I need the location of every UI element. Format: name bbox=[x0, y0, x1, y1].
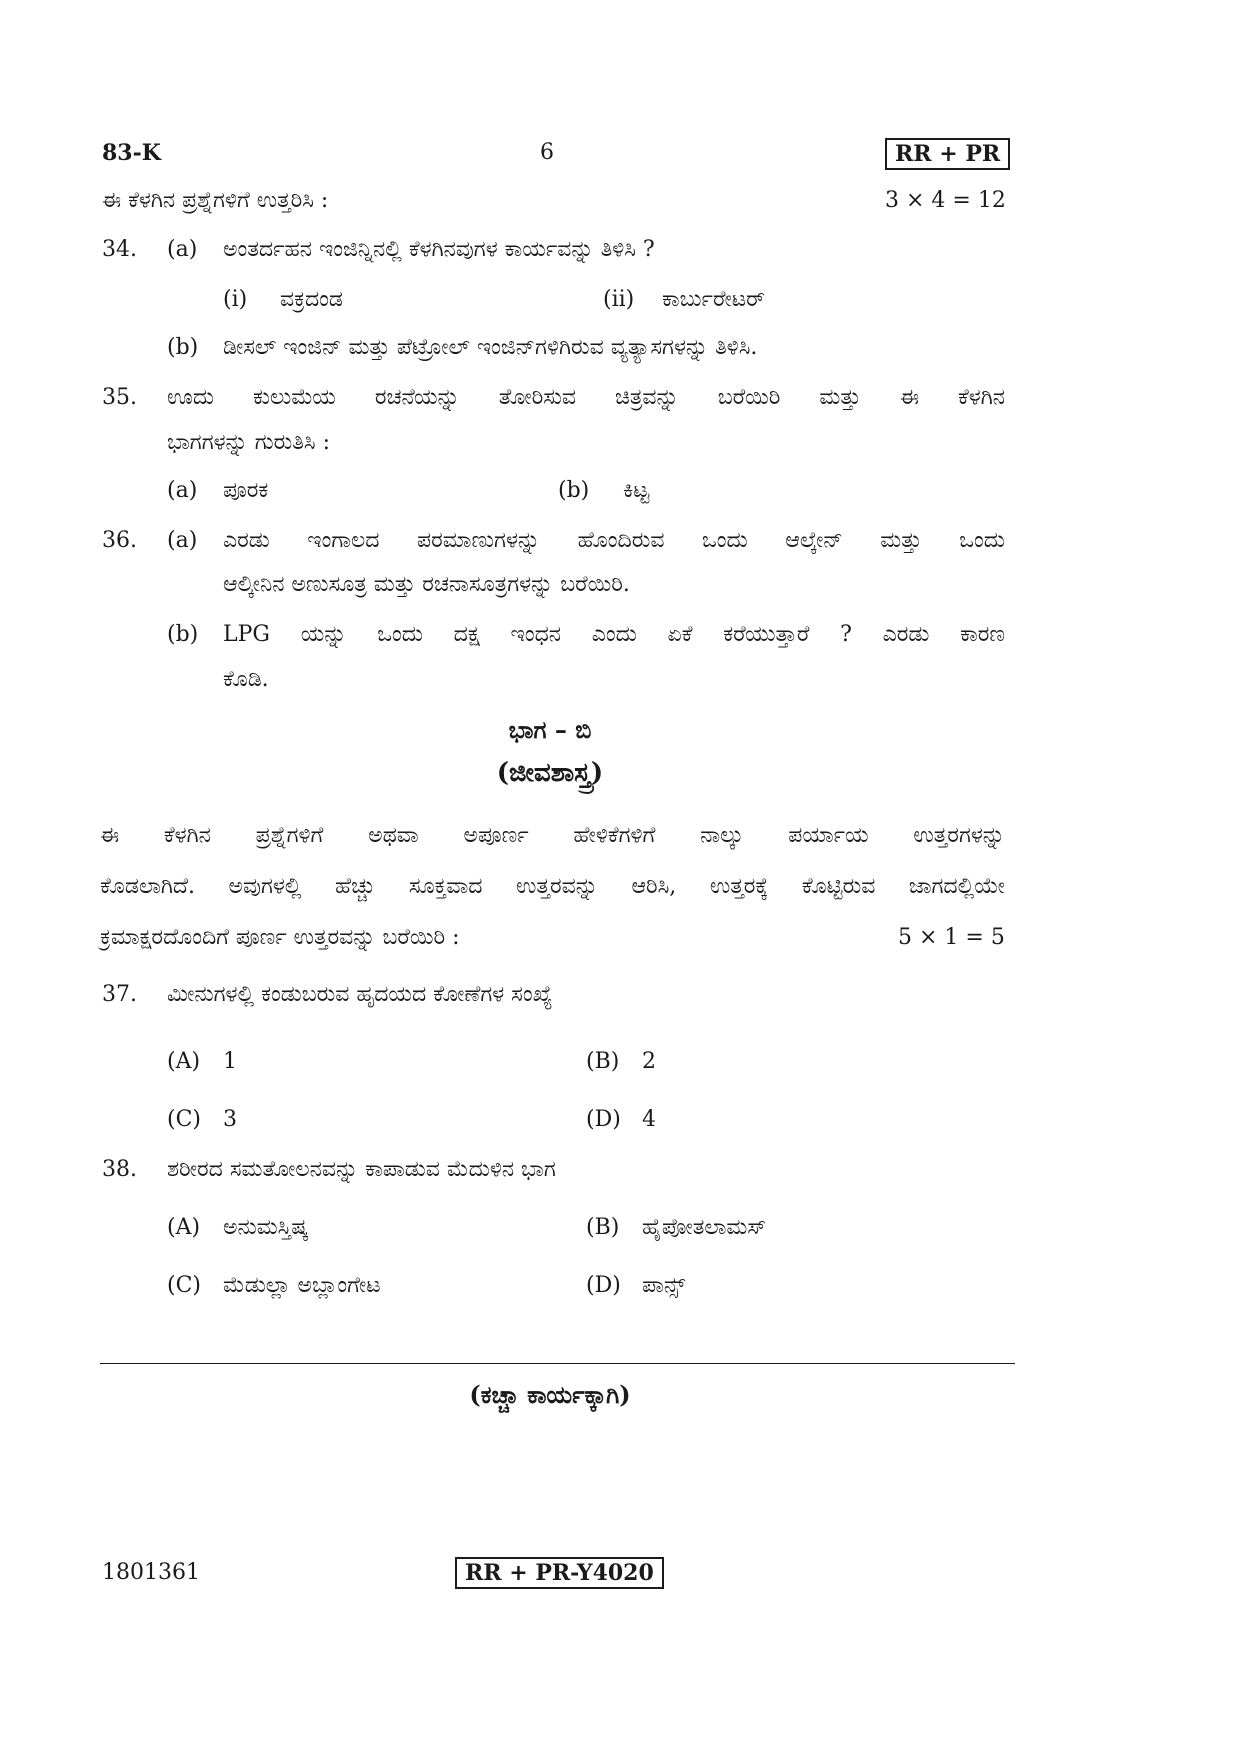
q38-option-a: ಅನುಮಸ್ತಿಷ್ಕ bbox=[223, 1215, 309, 1240]
q34-a-label: (a) bbox=[167, 237, 198, 262]
q34-b-label: (b) bbox=[167, 335, 199, 360]
part-b-title: ಭಾಗ – ಬಿ bbox=[508, 715, 592, 744]
q38-option-d: ಪಾನ್ಸ್ bbox=[642, 1273, 686, 1298]
q37-option-a: 1 bbox=[223, 1049, 237, 1074]
section-b-instruction-line2: ಕೊಡಲಾಗಿದೆ. ಅವುಗಳಲ್ಲಿ ಹೆಚ್ಚು ಸೂಕ್ತವಾದ ಉತ್ತರವನ್ನು ಆರಿಸಿ, ಉತ್ತರಕ್ಕೆ ಕೊಟ್ಟಿರುವ ಜಾಗದಲ್ಲಿಯೇ bbox=[100, 874, 1005, 899]
q38-text: ಶರೀರದ ಸಮತೋಲನವನ್ನು ಕಾಪಾಡುವ ಮೆದುಳಿನ ಭಾಗ bbox=[167, 1157, 556, 1182]
q37-option-c: 3 bbox=[223, 1107, 237, 1132]
section-a-marks: 3 × 4 = 12 bbox=[885, 188, 1006, 213]
footer-series-badge: RR + PR-Y4020 bbox=[455, 1557, 664, 1589]
q35-a-text: ಪೂರಕ bbox=[223, 478, 269, 503]
q37-option-d: 4 bbox=[642, 1107, 656, 1132]
q36-number: 36. bbox=[102, 528, 137, 553]
section-b-instruction-line3: ಕ್ರಮಾಕ್ಷರದೊಂದಿಗೆ ಪೂರ್ಣ ಉತ್ತರವನ್ನು ಬರೆಯಿರಿ : bbox=[100, 925, 460, 950]
q37-option-b: 2 bbox=[642, 1049, 656, 1074]
q35-text-line1: ಊದು ಕುಲುಮೆಯ ರಚನೆಯನ್ನು ತೋರಿಸುವ ಚಿತ್ರವನ್ನು ಬರೆಯಿರಿ ಮತ್ತು ಈ ಕೆಳಗಿನ bbox=[167, 385, 1005, 410]
section-b-instruction-line1: ಈ ಕೆಳಗಿನ ಪ್ರಶ್ನೆಗಳಿಗೆ ಅಥವಾ ಅಪೂರ್ಣ ಹೇಳಿಕೆಗಳಿಗೆ ನಾಲ್ಕು ಪರ್ಯಾಯ ಉತ್ತರಗಳನ್ನು bbox=[100, 823, 1005, 848]
q38-option-b: ಹೈಪೋತಲಾಮಸ್ bbox=[642, 1215, 767, 1240]
page-number: 6 bbox=[540, 140, 554, 165]
q35-a-label: (a) bbox=[167, 478, 198, 503]
q34-ii-text: ಕಾರ್ಬುರೇಟರ್ bbox=[662, 287, 765, 312]
q36-b-line1: LPG ಯನ್ನು ಒಂದು ದಕ್ಷ ಇಂಧನ ಎಂದು ಏಕೆ ಕರೆಯುತ್ತಾರೆ ? ಎರಡು ಕಾರಣ bbox=[223, 622, 1005, 647]
q38-option-c: ಮೆಡುಲ್ಲಾ ಅಬ್ಲಾಂಗೇಟ bbox=[223, 1273, 381, 1298]
q34-b-text: ಡೀಸಲ್ ಇಂಜಿನ್ ಮತ್ತು ಪೆಟ್ರೋಲ್ ಇಂಜಿನ್‌ಗಳಿಗಿರುವ ವ್ಯತ್ಯಾಸಗಳನ್ನು ತಿಳಿಸಿ. bbox=[223, 335, 758, 360]
q37-number: 37. bbox=[102, 982, 137, 1007]
q36-b-line2: ಕೊಡಿ. bbox=[223, 667, 269, 692]
section-b-marks: 5 × 1 = 5 bbox=[898, 925, 1005, 950]
divider-rule bbox=[100, 1363, 1015, 1364]
q36-a-label: (a) bbox=[167, 528, 198, 553]
q37-option-c-label: (C) bbox=[167, 1107, 201, 1132]
q35-b-label: (b) bbox=[558, 478, 590, 503]
q35-b-text: ಕಿಟ್ಟ bbox=[623, 478, 650, 503]
q36-a-line1: ಎರಡು ಇಂಗಾಲದ ಪರಮಾಣುಗಳನ್ನು ಹೊಂದಿರುವ ಒಂದು ಆಲ್ಕೇನ್ ಮತ್ತು ಒಂದು bbox=[223, 528, 1005, 553]
q37-text: ಮೀನುಗಳಲ್ಲಿ ಕಂಡುಬರುವ ಹೃದಯದ ಕೋಣೆಗಳ ಸಂಖ್ಯೆ bbox=[167, 982, 553, 1007]
q36-b-label: (b) bbox=[167, 622, 199, 647]
q38-option-d-label: (D) bbox=[586, 1273, 621, 1298]
q38-number: 38. bbox=[102, 1157, 137, 1182]
q37-option-d-label: (D) bbox=[586, 1107, 621, 1132]
q35-text-line2: ಭಾಗಗಳನ್ನು ಗುರುತಿಸಿ : bbox=[167, 430, 331, 455]
q38-option-c-label: (C) bbox=[167, 1273, 201, 1298]
q34-a-text: ಅಂತರ್ದಹನ ಇಂಜಿನ್ನಿನಲ್ಲಿ ಕೆಳಗಿನವುಗಳ ಕಾರ್ಯವನ್ನು ತಿಳಿಸಿ ? bbox=[223, 237, 655, 262]
q34-number: 34. bbox=[102, 237, 137, 262]
q37-option-b-label: (B) bbox=[586, 1049, 620, 1074]
q37-option-a-label: (A) bbox=[167, 1049, 201, 1074]
q34-i-label: (i) bbox=[223, 287, 248, 312]
part-b-subtitle: (ಜೀವಶಾಸ್ತ್ರ) bbox=[496, 758, 604, 788]
q34-i-text: ವಕ್ರದಂಡ bbox=[280, 287, 343, 312]
paper-code: 83-K bbox=[102, 140, 161, 166]
q38-option-a-label: (A) bbox=[167, 1215, 201, 1240]
stream-badge: RR + PR bbox=[885, 138, 1010, 170]
q34-ii-label: (ii) bbox=[603, 287, 635, 312]
rough-work-label: (ಕಚ್ಚಾ ಕಾರ್ಯಕ್ಕಾಗಿ) bbox=[469, 1380, 631, 1409]
q35-number: 35. bbox=[102, 385, 137, 410]
q36-a-line2: ಆಲ್ಕೀನಿನ ಅಣುಸೂತ್ರ ಮತ್ತು ರಚನಾಸೂತ್ರಗಳನ್ನು ಬರೆಯಿರಿ. bbox=[223, 572, 630, 597]
footer-code: 1801361 bbox=[102, 1560, 200, 1585]
q38-option-b-label: (B) bbox=[586, 1215, 620, 1240]
section-a-instruction: ಈ ಕೆಳಗಿನ ಪ್ರಶ್ನೆಗಳಿಗೆ ಉತ್ತರಿಸಿ : bbox=[102, 188, 329, 213]
